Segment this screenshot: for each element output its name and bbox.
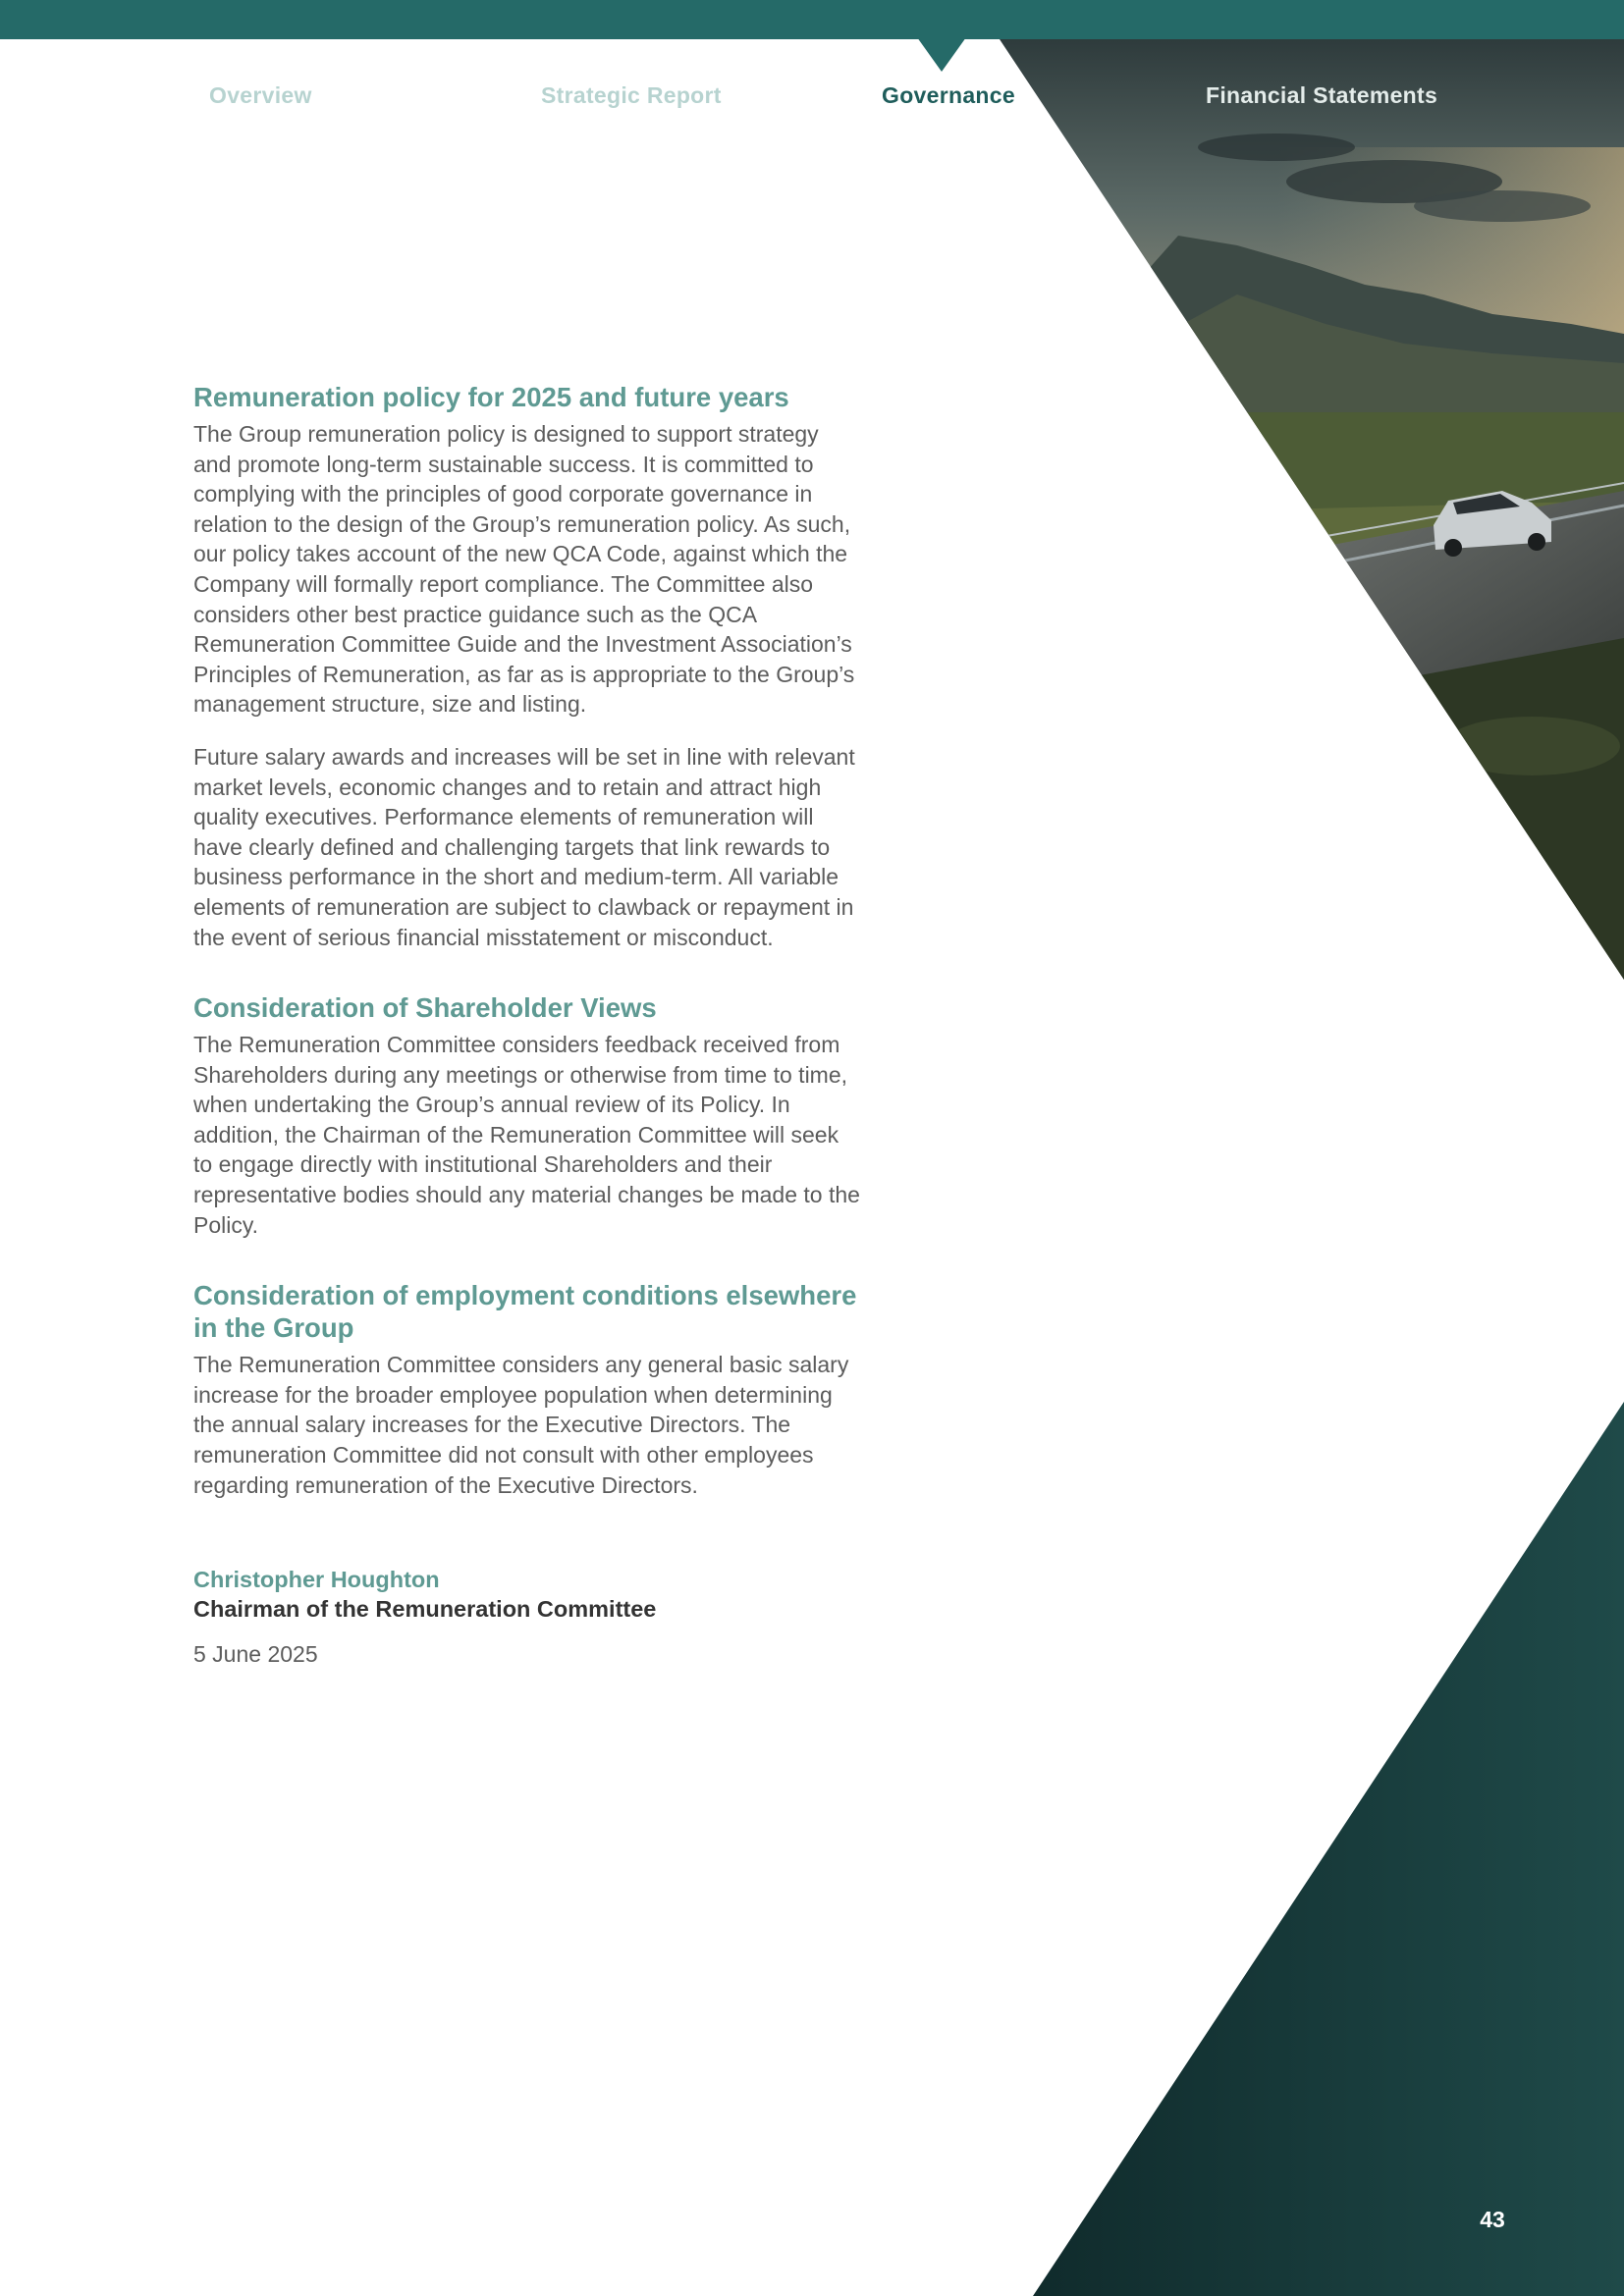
section-remuneration-policy (193, 381, 861, 952)
signature-block (193, 1565, 861, 1669)
paragraph: The Group remuneration policy is designed to support strategy and promote long-term sustainable success. It is committed to complying with the principles of good corporate governance in relation to the design of the Group’s remuneration policy. As such, our policy takes account of the new QCA Code, against which the Company will formally report compliance. The Committee also considers other best practice guidance such as the QCA Remuneration Committee Guide and the Investment Association’s Principles of Remuneration, as far as is appropriate to the Group’s management structure, size and listing. (193, 421, 855, 718)
active-section-marker (917, 37, 966, 72)
page-number: 43 (1480, 2207, 1505, 2232)
paragraph: Future salary awards and increases will be set in line with relevant market levels, economic changes and to retain and attract high quality executives. Performance elements of remuneration will have clearly defined and challenging targets that link rewards to business performance in the short and medium-term. All variable elements of remuneration are subject to clawback or repayment in the event of serious financial misstatement or misconduct. (193, 743, 855, 950)
nav-financial-statements[interactable]: Financial Statements (1206, 82, 1438, 108)
main-content (193, 381, 861, 1669)
top-bar (0, 0, 1624, 39)
signatory-name: Christopher Houghton (193, 1567, 440, 1593)
paragraph: The Remuneration Committee considers any general basic salary increase for the broader employee population when determining the annual salary increases for the Executive Directors. The remuneration Committee did not consult with other employees regarding remuneration of the Executive Directors. (193, 1352, 849, 1498)
nav-strategic-report[interactable]: Strategic Report (541, 82, 722, 108)
section-employment-conditions (193, 1279, 861, 1500)
paragraph: The Remuneration Committee considers feedback received from Shareholders during any meetings or otherwise from time to time, when undertaking the Group’s annual review of its Policy. In addition, the Chairman of the Remuneration Committee will seek to engage directly with institutional Shareholders and their representative bodies should any material changes be made to the Policy. (193, 1032, 860, 1238)
section-heading: Remuneration policy for 2025 and future years (193, 382, 789, 412)
landscape-photo (982, 39, 1624, 982)
section-heading: Consideration of employment conditions elsewhere in the Group (193, 1280, 857, 1344)
section-shareholder-views (193, 991, 861, 1240)
dark-teal-triangle (1033, 1402, 1624, 2296)
nav-overview[interactable]: Overview (209, 82, 312, 108)
signatory-title: Chairman of the Remuneration Committee (193, 1596, 657, 1623)
section-nav (0, 82, 1624, 112)
signature-date: 5 June 2025 (193, 1641, 318, 1668)
section-heading: Consideration of Shareholder Views (193, 992, 657, 1024)
nav-governance[interactable]: Governance (882, 82, 1015, 108)
